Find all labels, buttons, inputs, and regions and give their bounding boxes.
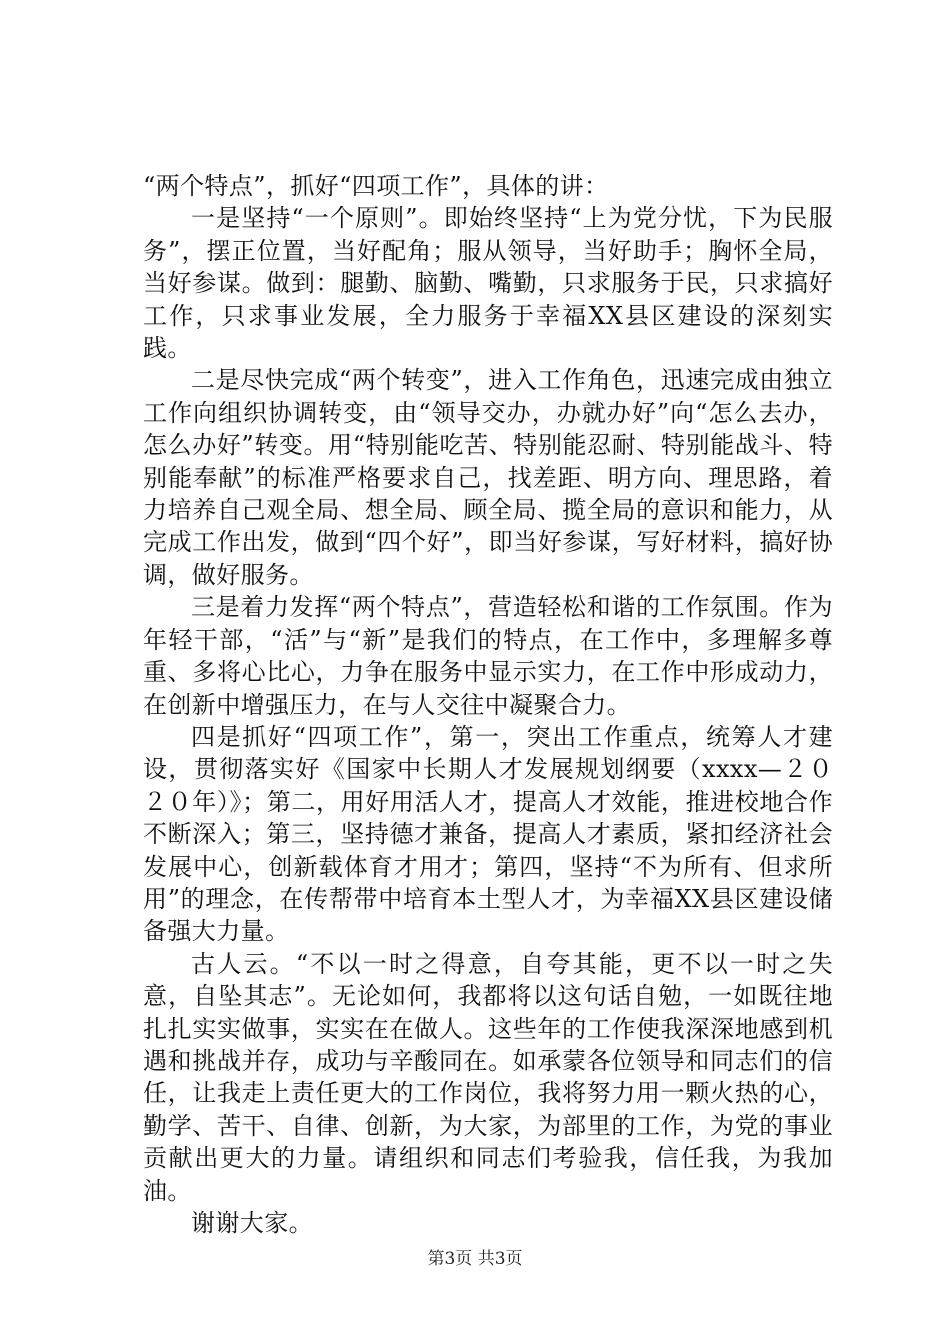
paragraph-ancient-saying: 古人云。“不以一时之得意，自夸其能，更不以一时之失意，自坠其志”。无论如何，我都将以这句话自勉，一如既往地扎扎实实做事，实实在在做人。这些年的工作使我深深地感到机遇和挑战并存，成功与辛酸同在。如承蒙各位领导和同志们的信任，让我走上责任更大的工作岗位，我将努力用一颗火热的心，勤学、苦干、自律、创新，为大家，为部里的工作，为党的事业贡献出更大的力量。请组织和同志们考验我，信任我，为我加油。 bbox=[143, 949, 833, 1205]
paragraph-characteristics: 三是着力发挥“两个特点”，营造轻松和谐的工作氛围。作为年轻干部，“活”与“新”是我们的特点，在工作中，多理解多尊重、多将心比心，力争在服务中显示实力，在工作中形成动力，在创新中增强压力，在与人交往中凝聚合力。 bbox=[143, 593, 833, 719]
paragraph-principle: 一是坚持“一个原则”。即始终坚持“上为党分忧，下为民服务”，摆正位置，当好配角；服从领导，当好助手；胸怀全局，当好参谋。做到：腿勤、脑勤、嘴勤，只求服务于民，只求搞好工作，只求事业发展，全力服务于幸福XX县区建设的深刻实践。 bbox=[143, 204, 833, 363]
paragraph-continuation: “两个特点”，抓好“四项工作”，具体的讲： bbox=[143, 172, 609, 200]
document-body bbox=[143, 170, 833, 1239]
paragraph-four-tasks: 四是抓好“四项工作”，第一，突出工作重点，统筹人才建设，贯彻落实好《国家中长期人才发展规划纲要（xxxx—２０２０年）》；第二，用好用活人才，提高人才效能，推进校地合作不断深入；第三，坚持德才兼备，提高人才素质，紧扣经济社会发展中心，创新载体育才用才；第四，坚持“不为所有、但求所用”的理念，在传帮带中培育本土型人才，为幸福XX县区建设储备强大力量。 bbox=[143, 722, 833, 946]
paragraph-transformation: 二是尽快完成“两个转变”，进入工作角色，迅速完成由独立工作向组织协调转变，由“领导交办，办就办好”向“怎么去办，怎么办好”转变。用“特别能吃苦、特别能忍耐、特别能战斗、特别能奉献”的标准严格要求自己，找差距、明方向、理思路，着力培养自己观全局、想全局、顾全局、揽全局的意识和能力，从完成工作出发，做到“四个好”，即当好参谋，写好材料，搞好协调，做好服务。 bbox=[143, 366, 833, 589]
paragraph-thanks: 谢谢大家。 bbox=[191, 1209, 313, 1237]
page-footer: 第3页 共3页 bbox=[427, 1249, 523, 1269]
